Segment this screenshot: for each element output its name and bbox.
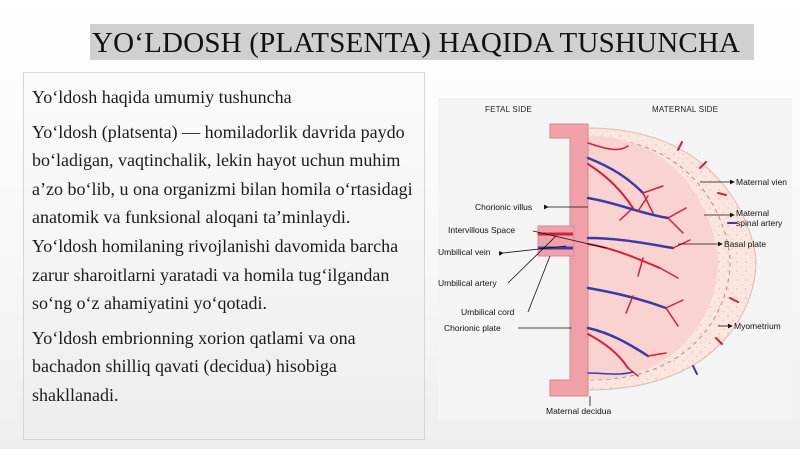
placenta-diagram-svg xyxy=(438,98,792,420)
label-chorionic-villus: Chorionic villus xyxy=(475,202,533,212)
text-box xyxy=(23,72,425,440)
label-chorionic-plate: Chorionic plate xyxy=(444,323,501,333)
label-maternal-spinal-artery-line1: Maternal xyxy=(736,208,770,218)
fetal-side-label: FETAL SIDE xyxy=(485,105,532,114)
label-maternal-spinal-artery-line2: spinal artery xyxy=(736,218,783,228)
label-myometrium: Myometrium xyxy=(734,321,781,331)
label-umbilical-artery: Umbilical artery xyxy=(438,278,497,288)
umbilical-cord xyxy=(538,226,574,256)
slide-title: YO‘LDOSH (PLATSENTA) HAQIDA TUSHUNCHA xyxy=(92,27,741,59)
maternal-side-label: MATERNAL SIDE xyxy=(652,105,719,114)
label-basal-plate: Basal plate xyxy=(724,239,767,249)
placenta-diagram xyxy=(438,98,792,420)
text-paragraph-1: Yo‘ldosh (platsenta) — homiladorlik davrida paydo bo‘ladigan, vaqtinchalik, lekin hayot uchun muhim a’zo bo‘lib, u ona organizmi bilan homila o‘rtasidagi anatomik va funksional aloqani ta’minlaydi. Yo‘ldosh homilaning rivojlanishi davomida barcha zarur sharoitlarni yaratadi va homila tug‘ilgandan so‘ng o‘z ahamiyatini yo‘qotadi. xyxy=(32,121,413,314)
label-maternal-decidua: Maternal decidua xyxy=(546,406,612,416)
label-umbilical-vein: Umbilical vein xyxy=(438,247,491,257)
label-maternal-vien: Maternal vien xyxy=(736,177,788,187)
text-heading: Yo‘ldosh haqida umumiy tushuncha xyxy=(32,87,292,107)
label-intervillous-space: Intervillous Space xyxy=(448,225,516,235)
text-paragraph-2: Yo‘ldosh embrionning xorion qatlami va ona bachadon shilliq qavati (decidua) hisobiga shakllanadi. xyxy=(32,327,356,405)
label-umbilical-cord: Umbilical cord xyxy=(461,307,515,317)
chorionic-plate xyxy=(548,124,588,396)
